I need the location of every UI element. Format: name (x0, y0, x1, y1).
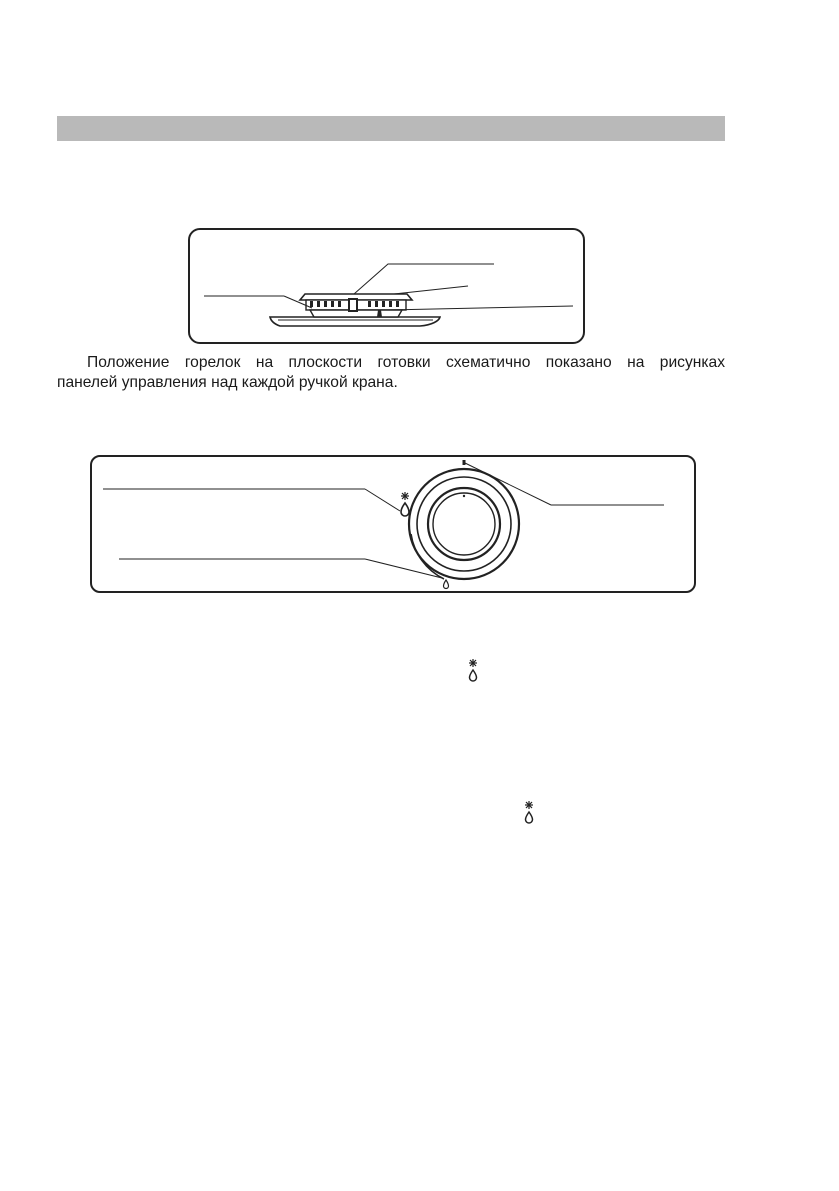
ignition-spark-flame-icon (522, 800, 536, 824)
description-paragraph (57, 353, 725, 393)
off-position-mark (463, 460, 466, 465)
cooktop-plate (270, 317, 440, 326)
leader-line-2 (394, 286, 468, 294)
figure-frame (91, 456, 695, 592)
ignition-spark-flame-icon (401, 492, 409, 516)
knob-inner (428, 488, 500, 560)
leader-line-right (465, 463, 551, 505)
section-header-bar (57, 116, 725, 141)
paragraph-line-2: панелей управления над каждой ручкой крана. (57, 374, 398, 391)
leader-line-3 (388, 306, 573, 310)
ignition-spark-flame-icon (466, 658, 480, 682)
knob-outer-ring (409, 469, 519, 579)
small-flame-icon (444, 580, 449, 589)
leader-line-1 (354, 264, 494, 294)
burner-cross-section-figure (188, 228, 585, 346)
paragraph-line-1: Положение горелок на плоскости готовки схематично показано на рисунках (87, 354, 725, 371)
control-knob-figure (89, 454, 697, 595)
